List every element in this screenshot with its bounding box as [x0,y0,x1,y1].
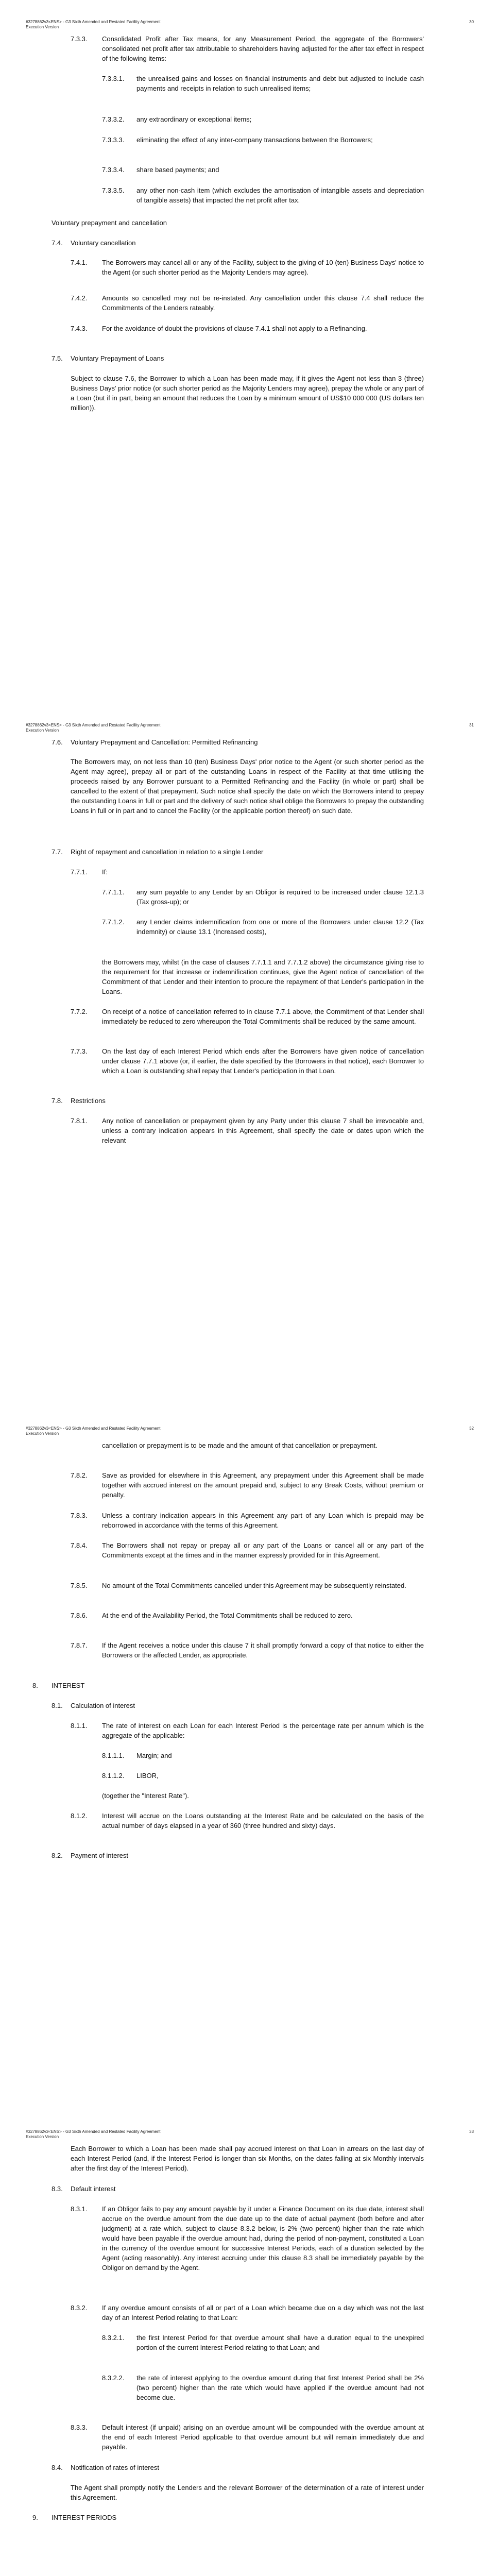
clause-9 [32,2513,424,2522]
page-31 [0,703,497,1406]
clause-text: On the last day of each Interest Period which ends after the Borrowers have given notice of cancellation under clause 7.7.1 above (or, if earlier, the date specified by the Borrowers in that notice), each Borrower to which a Loan is outstanding shall repay that Lender's participation in that Loan. [102,1047,424,1075]
header-title: #3278862v3<ENS> - G3 Sixth Amended and Restated Facility Agreement [26,2129,161,2134]
clause-7-8-2 [71,1470,424,1500]
clause-7-8-1-continuation: cancellation or prepayment is to be made and the amount of that cancellation or prepayment. [102,1442,378,1449]
clause-number: 7.8. [52,1097,63,1105]
clause-7-7-1-1 [102,887,424,907]
clause-number: 7.8.5. [71,1582,88,1589]
clause-7-7-1 [71,867,424,877]
clause-number: 7.4. [52,239,63,247]
clause-title: Payment of interest [71,1852,128,1859]
clause-text: At the end of the Availability Period, the Total Commitments shall be reduced to zero. [102,1612,353,1619]
clause-text: If any overdue amount consists of all or part of a Loan which became due on a day which was not the last day of an Interest Period relating to that Loan: [102,2304,424,2321]
clause-text: Any notice of cancellation or prepayment given by any Party under this clause 7 shall be irrevocable and, unless a contrary indication appears in this Agreement, shall specify the date or dates upon which the relevant [102,1117,424,1144]
clause-7-7-2 [71,1007,424,1026]
clause-number: 7.3.3.3. [102,136,125,144]
clause-text: the rate of interest applying to the overdue amount during that first Interest Period shall be 2% (two percent) higher than the rate which would have applied if the overdue amount had not become due. [136,2374,424,2401]
clause-number: 7.8.7. [71,1641,88,1649]
clause-text: No amount of the Total Commitments cancelled under this Agreement may be subsequently reinstated. [102,1582,406,1589]
clause-text: Interest will accrue on the Loans outstanding at the Interest Rate and be calculated on the basis of the actual number of days elapsed in a year of 360 (three hundred and sixty) days. [102,1812,424,1829]
clause-text: eliminating the effect of any inter-company transactions between the Borrowers; [136,136,373,144]
page-30 [0,0,497,703]
page-number: 30 [469,20,474,24]
clause-8-1-1-1 [102,1751,424,1760]
clause-text: If: [102,868,108,876]
clause-text: any extraordinary or exceptional items; [136,115,252,123]
clause-number: 7.3.3.1. [102,75,125,82]
clause-7-4-3 [71,324,424,333]
clause-text: On receipt of a notice of cancellation referred to in clause 7.7.1 above, the Commitment of that Lender shall immediately be reduced to zero whereupon the Total Commitments shall be reduced by the same amount. [102,1008,424,1025]
clause-7-7-1-2 [102,917,424,937]
clause-7-3-3-4 [102,165,424,175]
page-number: 31 [469,723,474,727]
page-33 [0,2110,497,2576]
clause-8-2 [52,1851,424,1860]
clause-7-8-3 [71,1511,424,1530]
clause-7-7 [52,847,424,857]
clause-text: The rate of interest on each Loan for each Interest Period is the percentage rate per annum which is the aggregate of the applicable: [102,1722,424,1739]
clause-title: Default interest [71,2185,116,2193]
clause-7-7-3 [71,1046,424,1076]
clause-number: 8.3. [52,2185,63,2193]
clause-number: 7.3.3.4. [102,166,125,174]
clause-8-3-2-1 [102,2333,424,2352]
clause-title: Right of repayment and cancellation in relation to a single Lender [71,848,264,856]
clause-7-7-1-continuation: the Borrowers may, whilst (in the case of clauses 7.7.1.1 and 7.7.1.2 above) the circumstance giving rise to the requirement for that increase or indemnification continues, give the Agent notice of cancellation of the Commitment of that Lender and their intention to procure the repayment of that Lender's participation in the Loans. [102,958,424,995]
clause-text: the first Interest Period for that overdue amount shall have a duration equal to the unexpired portion of the current Interest Period relating to that Loan; and [136,2334,424,2351]
clause-text: Default interest (if unpaid) arising on an overdue amount will be compounded with the overdue amount at the end of each Interest Period applicable to that overdue amount but will remain immediately due and payable. [102,2424,424,2451]
clause-title: Calculation of interest [71,1702,135,1709]
clause-7-3-3 [71,34,424,63]
clause-title: Notification of rates of interest [71,2464,159,2471]
clause-8-1-2 [71,1811,424,1831]
section-heading: Voluntary prepayment and cancellation [52,219,167,227]
clause-7-5 [52,353,424,363]
clause-text: Margin; and [136,1752,172,1759]
clause-7-6 [52,737,424,747]
clause-title: Voluntary Prepayment and Cancellation: Permitted Refinancing [71,738,258,746]
clause-number: 7.3.3. [71,35,88,43]
clause-number: 7.6. [52,738,63,746]
clause-8-1-1 [71,1721,424,1740]
page-number: 33 [469,2129,474,2134]
header-title: #3278862v3<ENS> - G3 Sixth Amended and Restated Facility Agreement [26,723,161,727]
clause-number: 7.3.3.2. [102,115,125,123]
clause-8-3-1 [71,2204,424,2273]
clause-text: any Lender claims indemnification from one or more of the Borrowers under clause 12.2 (Tax indemnity) or clause 13.1 (Increased costs), [136,918,424,936]
clause-number: 8.1.1.1. [102,1752,125,1759]
page-header [26,723,474,733]
clause-text: any sum payable to any Lender by an Obligor is required to be increased under clause 12.1.3 (Tax gross-up); or [136,888,424,906]
clause-number: 8.3.2. [71,2304,88,2312]
clause-number: 8.1.1. [71,1722,88,1730]
clause-number: 8.2. [52,1852,63,1859]
clause-8-2-body: Each Borrower to which a Loan has been made shall pay accrued interest on that Loan in arrears on the last day of each Interest Period (and, if the Interest Period is longer than six Months, on the dates falling at six Monthly intervals after the first day of the Interest Period). [71,2145,424,2172]
clause-text: Save as provided for elsewhere in this Agreement, any prepayment under this Agreement shall be made together with accrued interest on the amount prepaid and, subject to any Break Costs, without premium or penalty. [102,1471,424,1499]
clause-8-3 [52,2184,424,2194]
clause-text: the unrealised gains and losses on financial instruments and debt but adjusted to include cash payments and receipts in relation to such unrealised items; [136,75,424,92]
clause-number: 7.7.2. [71,1008,88,1015]
clause-text: The Borrowers shall not repay or prepay all or any part of the Loans or cancel all or any part of the Commitments except at the times and in the manner expressly provided for in this Agreement. [102,1541,424,1559]
clause-number: 7.8.3. [71,1512,88,1519]
clause-7-8-7 [71,1640,424,1660]
clause-text: If the Agent receives a notice under this clause 7 it shall promptly forward a copy of that notice to either the Borrowers or the affected Lender, as appropriate. [102,1641,424,1659]
clause-7-3-3-3 [102,135,424,145]
clause-number: 8.3.1. [71,2205,88,2213]
clause-number: 9. [32,2514,38,2521]
clause-number: 8.1.1.2. [102,1772,125,1780]
clause-7-4-1 [71,258,424,277]
header-version: Execution Version [26,1431,59,1436]
clause-number: 7.4.1. [71,259,88,266]
clause-number: 7.5. [52,354,63,362]
page-header [26,2129,474,2140]
page-header [26,20,474,30]
interest-rate-definition: (together the "Interest Rate"). [102,1792,189,1800]
clause-number: 7.7.3. [71,1047,88,1055]
clause-number: 7.7.1.1. [102,888,125,896]
clause-text: Consolidated Profit after Tax means, for any Measurement Period, the aggregate of the Borrowers' consolidated net profit after tax attributable to shareholders having adjusted for the after tax effect in respect of the following items: [102,35,424,62]
clause-number: 7.8.4. [71,1541,88,1549]
clause-7-6-body: The Borrowers may, on not less than 10 (ten) Business Days' prior notice to the Agent (or such shorter period as the Agent may agree), prepay all or part of the outstanding Loans in respect of the Facility at that time utilising the proceeds raised by any Borrower pursuant to a Permitted Refinancing and the Facility (in whole or part) shall be cancelled to the extent of that prepayment. Such notice shall specify the date on which the Borrowers intend to prepay the outstanding Loans in full or part and the delivery of such notice shall oblige the Borrowers to prepay the outstanding Loans in full or in part and to cancel the Facility (or the applicable portion thereof) on such date. [71,758,424,815]
clause-7-4 [52,238,424,248]
clause-8-1 [52,1701,424,1710]
clause-number: 7.7.1. [71,868,88,876]
clause-number: 8.1.2. [71,1812,88,1820]
clause-number: 7.3.3.5. [102,187,125,194]
clause-number: 8.3.3. [71,2424,88,2431]
clause-number: 8.3.2.2. [102,2374,125,2382]
clause-8-3-2 [71,2303,424,2323]
clause-text: Unless a contrary indication appears in this Agreement any part of any Loan which is prepaid may be reborrowed in accordance with the terms of this Agreement. [102,1512,424,1529]
clause-number: 7.8.6. [71,1612,88,1619]
clause-7-8-5 [71,1581,424,1590]
clause-text: For the avoidance of doubt the provisions of clause 7.4.1 shall not apply to a Refinancing. [102,325,367,332]
clause-number: 8. [32,1682,38,1689]
clause-7-8-6 [71,1611,424,1620]
clause-7-3-3-5 [102,185,424,205]
clause-title: Voluntary cancellation [71,239,136,247]
clause-text: Amounts so cancelled may not be re-instated. Any cancellation under this clause 7.4 shall reduce the Commitments of the Lenders rateably. [102,294,424,312]
clause-8-4 [52,2463,424,2472]
clause-7-3-3-2 [102,114,424,124]
clause-number: 7.8.1. [71,1117,88,1125]
header-title: #3278862v3<ENS> - G3 Sixth Amended and Restated Facility Agreement [26,1426,161,1431]
clause-number: 7.7. [52,848,63,856]
clause-7-3-3-1 [102,74,424,93]
header-title: #3278862v3<ENS> - G3 Sixth Amended and Restated Facility Agreement [26,20,161,24]
header-version: Execution Version [26,728,59,733]
header-version: Execution Version [26,2134,59,2139]
clause-number: 8.3.2.1. [102,2334,125,2342]
clause-8 [32,1681,424,1690]
page-32 [0,1406,497,2110]
clause-number: 8.4. [52,2464,63,2471]
clause-number: 7.8.2. [71,1471,88,1479]
clause-title: INTEREST [52,1682,85,1689]
clause-text: LIBOR, [136,1772,159,1780]
clause-number: 8.1. [52,1702,63,1709]
clause-text: The Borrowers may cancel all or any of the Facility, subject to the giving of 10 (ten) Business Days' notice to the Agent (or such shorter period as the Majority Lenders may agree). [102,259,424,276]
clause-8-3-3 [71,2422,424,2452]
clause-8-4-body: The Agent shall promptly notify the Lenders and the relevant Borrower of the determination of a rate of interest under this Agreement. [71,2484,424,2501]
clause-title: INTEREST PERIODS [52,2514,117,2521]
clause-7-8 [52,1096,424,1106]
clause-text: any other non-cash item (which excludes the amortisation of intangible assets and depreciation of tangible assets) that impacted the net profit after tax. [136,187,424,204]
clause-7-8-4 [71,1540,424,1560]
clause-7-4-2 [71,293,424,313]
clause-8-3-2-2 [102,2373,424,2402]
clause-title: Restrictions [71,1097,106,1105]
clause-text: If an Obligor fails to pay any amount payable by it under a Finance Document on its due date, interest shall accrue on the overdue amount from the due date up to the date of actual payment (both before and after judgment) at a rate which, subject to clause 8.3.2 below, is 2% (two percent) higher than the rate which would have been payable if the overdue amount had, during the period of non-payment, constituted a Loan in the currency of the overdue amount for successive Interest Periods, each of a duration selected by the Agent (acting reasonably). Any interest accruing under this clause 8.3 shall be immediately payable by the Obligor on demand by the Agent. [102,2205,424,2272]
clause-7-8-1 [71,1116,424,1145]
clause-number: 7.4.2. [71,294,88,302]
clause-title: Voluntary Prepayment of Loans [71,354,164,362]
clause-8-1-1-2 [102,1771,424,1781]
clause-text: share based payments; and [136,166,219,174]
clause-number: 7.4.3. [71,325,88,332]
clause-7-5-body: Subject to clause 7.6, the Borrower to which a Loan has been made may, if it gives the Agent not less than 3 (three) Business Days' prior notice (or such shorter period as the Majority Lenders may agree), prepay the whole or any part of a Loan (but if in part, being an amount that reduces the Loan by a minimum amount of US$10 000 000 (US dollars ten million)). [71,375,424,412]
header-version: Execution Version [26,25,59,29]
page-header [26,1426,474,1436]
clause-number: 7.7.1.2. [102,918,125,926]
page-number: 32 [469,1426,474,1431]
